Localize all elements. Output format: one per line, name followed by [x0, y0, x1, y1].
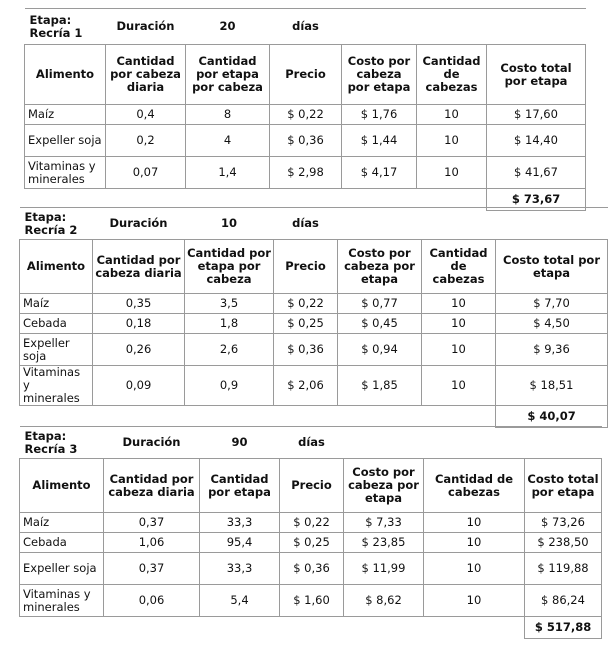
table-cell: $ 23,85 — [344, 533, 424, 553]
table-cell: $ 4,50 — [496, 314, 608, 334]
table-cell: 10 — [422, 334, 496, 366]
column-header: Costo total por etapa — [487, 45, 586, 105]
duration-label: Duración — [93, 208, 185, 240]
table-row — [20, 513, 602, 533]
food-name: Cebada — [20, 533, 104, 553]
table-cell: $ 0,25 — [274, 314, 338, 334]
table-cell: 33,3 — [200, 553, 280, 585]
duration-label: Duración — [106, 9, 186, 45]
stage-total: $ 73,67 — [487, 189, 586, 211]
table-cell: 33,3 — [200, 513, 280, 533]
table-cell: $ 17,60 — [487, 105, 586, 125]
table-cell: 5,4 — [200, 585, 280, 617]
table-cell: $ 0,77 — [338, 294, 422, 314]
table-cell: $ 238,50 — [525, 533, 602, 553]
table-cell: $ 1,76 — [342, 105, 417, 125]
table-cell: 0,2 — [106, 125, 186, 157]
column-header: Cantidad de cabezas — [424, 459, 525, 513]
column-header: Precio — [274, 240, 338, 294]
stage-total: $ 517,88 — [525, 617, 602, 639]
table-cell: $ 0,25 — [280, 533, 344, 553]
food-name: Expeller soja — [25, 125, 106, 157]
food-name: Expeller soja — [20, 553, 104, 585]
food-name: Maíz — [20, 294, 93, 314]
table-cell: 10 — [424, 533, 525, 553]
table-cell: 10 — [422, 294, 496, 314]
table-cell: $ 1,44 — [342, 125, 417, 157]
table-row — [25, 105, 586, 125]
table-cell: 10 — [422, 366, 496, 406]
table-cell: 0,4 — [106, 105, 186, 125]
table-cell: $ 0,94 — [338, 334, 422, 366]
table-cell: $ 119,88 — [525, 553, 602, 585]
stage-total: $ 40,07 — [496, 406, 608, 428]
table-cell: $ 1,85 — [338, 366, 422, 406]
table-cell: 95,4 — [200, 533, 280, 553]
column-header: Alimento — [20, 240, 93, 294]
table-cell: 0,9 — [185, 366, 274, 406]
food-name: Maíz — [25, 105, 106, 125]
table-cell: $ 1,60 — [280, 585, 344, 617]
table-row — [20, 585, 602, 617]
header-spacer — [342, 9, 586, 45]
table-row — [20, 533, 602, 553]
total-spacer — [20, 617, 525, 639]
table-row — [20, 314, 608, 334]
table-cell: $ 7,33 — [344, 513, 424, 533]
header-spacer — [338, 208, 608, 240]
table-cell: $ 0,22 — [270, 105, 342, 125]
food-name: Expeller soja — [20, 334, 93, 366]
total-spacer — [20, 406, 496, 428]
column-header: Cantidad por etapa por cabeza — [186, 45, 270, 105]
column-header: Costo total por etapa — [496, 240, 608, 294]
column-header: Alimento — [25, 45, 106, 105]
table-cell: $ 41,67 — [487, 157, 586, 189]
duration-unit: días — [280, 427, 344, 459]
column-header: Precio — [270, 45, 342, 105]
stage-label: Etapa: Recría 1 — [25, 9, 106, 45]
column-header: Cantidad de cabezas — [417, 45, 487, 105]
table-cell: $ 11,99 — [344, 553, 424, 585]
column-header: Cantidad por cabeza diaria — [104, 459, 200, 513]
table-cell: 10 — [424, 513, 525, 533]
table-cell: 3,5 — [185, 294, 274, 314]
table-cell: 1,06 — [104, 533, 200, 553]
stage-label: Etapa: Recría 2 — [20, 208, 93, 240]
table-cell: $ 0,36 — [270, 125, 342, 157]
header-spacer — [344, 427, 602, 459]
table-cell: $ 0,45 — [338, 314, 422, 334]
column-header: Cantidad por etapa por cabeza — [185, 240, 274, 294]
table-row — [25, 157, 586, 189]
table-cell: 0,06 — [104, 585, 200, 617]
column-header: Cantidad por etapa — [200, 459, 280, 513]
table-cell: 0,37 — [104, 553, 200, 585]
stage-table-2 — [19, 207, 608, 428]
column-header: Costo por cabeza por etapa — [338, 240, 422, 294]
table-cell: 10 — [424, 585, 525, 617]
stage-table-3 — [19, 426, 602, 639]
stage-table-1 — [24, 8, 586, 211]
table-cell: 0,09 — [93, 366, 185, 406]
table-row — [20, 553, 602, 585]
duration-label: Duración — [104, 427, 200, 459]
table-cell: $ 14,40 — [487, 125, 586, 157]
column-header: Cantidad por cabeza diaria — [93, 240, 185, 294]
column-header: Costo por cabeza por etapa — [344, 459, 424, 513]
column-header: Costo por cabeza por etapa — [342, 45, 417, 105]
column-header: Precio — [280, 459, 344, 513]
food-name: Vitaminas y minerales — [25, 157, 106, 189]
duration-value: 10 — [185, 208, 274, 240]
table-cell: 1,8 — [185, 314, 274, 334]
table-cell: $ 73,26 — [525, 513, 602, 533]
food-name: Vitaminas y minerales — [20, 366, 93, 406]
food-name: Vitaminas y minerales — [20, 585, 104, 617]
table-row — [20, 294, 608, 314]
table-cell: 2,6 — [185, 334, 274, 366]
duration-unit: días — [274, 208, 338, 240]
table-cell: $ 18,51 — [496, 366, 608, 406]
table-cell: 10 — [417, 105, 487, 125]
table-cell: $ 2,06 — [274, 366, 338, 406]
column-header: Alimento — [20, 459, 104, 513]
table-cell: 1,4 — [186, 157, 270, 189]
table-cell: 0,37 — [104, 513, 200, 533]
table-cell: 0,18 — [93, 314, 185, 334]
table-cell: $ 8,62 — [344, 585, 424, 617]
table-cell: $ 0,36 — [280, 553, 344, 585]
duration-value: 90 — [200, 427, 280, 459]
table-cell: 10 — [422, 314, 496, 334]
column-header: Cantidad de cabezas — [422, 240, 496, 294]
table-cell: $ 7,70 — [496, 294, 608, 314]
table-cell: 4 — [186, 125, 270, 157]
table-cell: $ 4,17 — [342, 157, 417, 189]
table-cell: 0,07 — [106, 157, 186, 189]
table-cell: $ 2,98 — [270, 157, 342, 189]
table-cell: $ 0,22 — [274, 294, 338, 314]
table-row — [20, 334, 608, 366]
stage-label: Etapa: Recría 3 — [20, 427, 104, 459]
table-cell: 10 — [417, 157, 487, 189]
table-cell: 10 — [417, 125, 487, 157]
table-row — [20, 366, 608, 406]
food-name: Maíz — [20, 513, 104, 533]
table-cell: 8 — [186, 105, 270, 125]
table-cell: 0,26 — [93, 334, 185, 366]
table-row — [25, 125, 586, 157]
table-cell: $ 9,36 — [496, 334, 608, 366]
table-cell: $ 0,22 — [280, 513, 344, 533]
column-header: Cantidad por cabeza diaria — [106, 45, 186, 105]
table-cell: $ 0,36 — [274, 334, 338, 366]
table-cell: 0,35 — [93, 294, 185, 314]
duration-unit: días — [270, 9, 342, 45]
table-cell: $ 86,24 — [525, 585, 602, 617]
table-cell: 10 — [424, 553, 525, 585]
duration-value: 20 — [186, 9, 270, 45]
food-name: Cebada — [20, 314, 93, 334]
column-header: Costo total por etapa — [525, 459, 602, 513]
